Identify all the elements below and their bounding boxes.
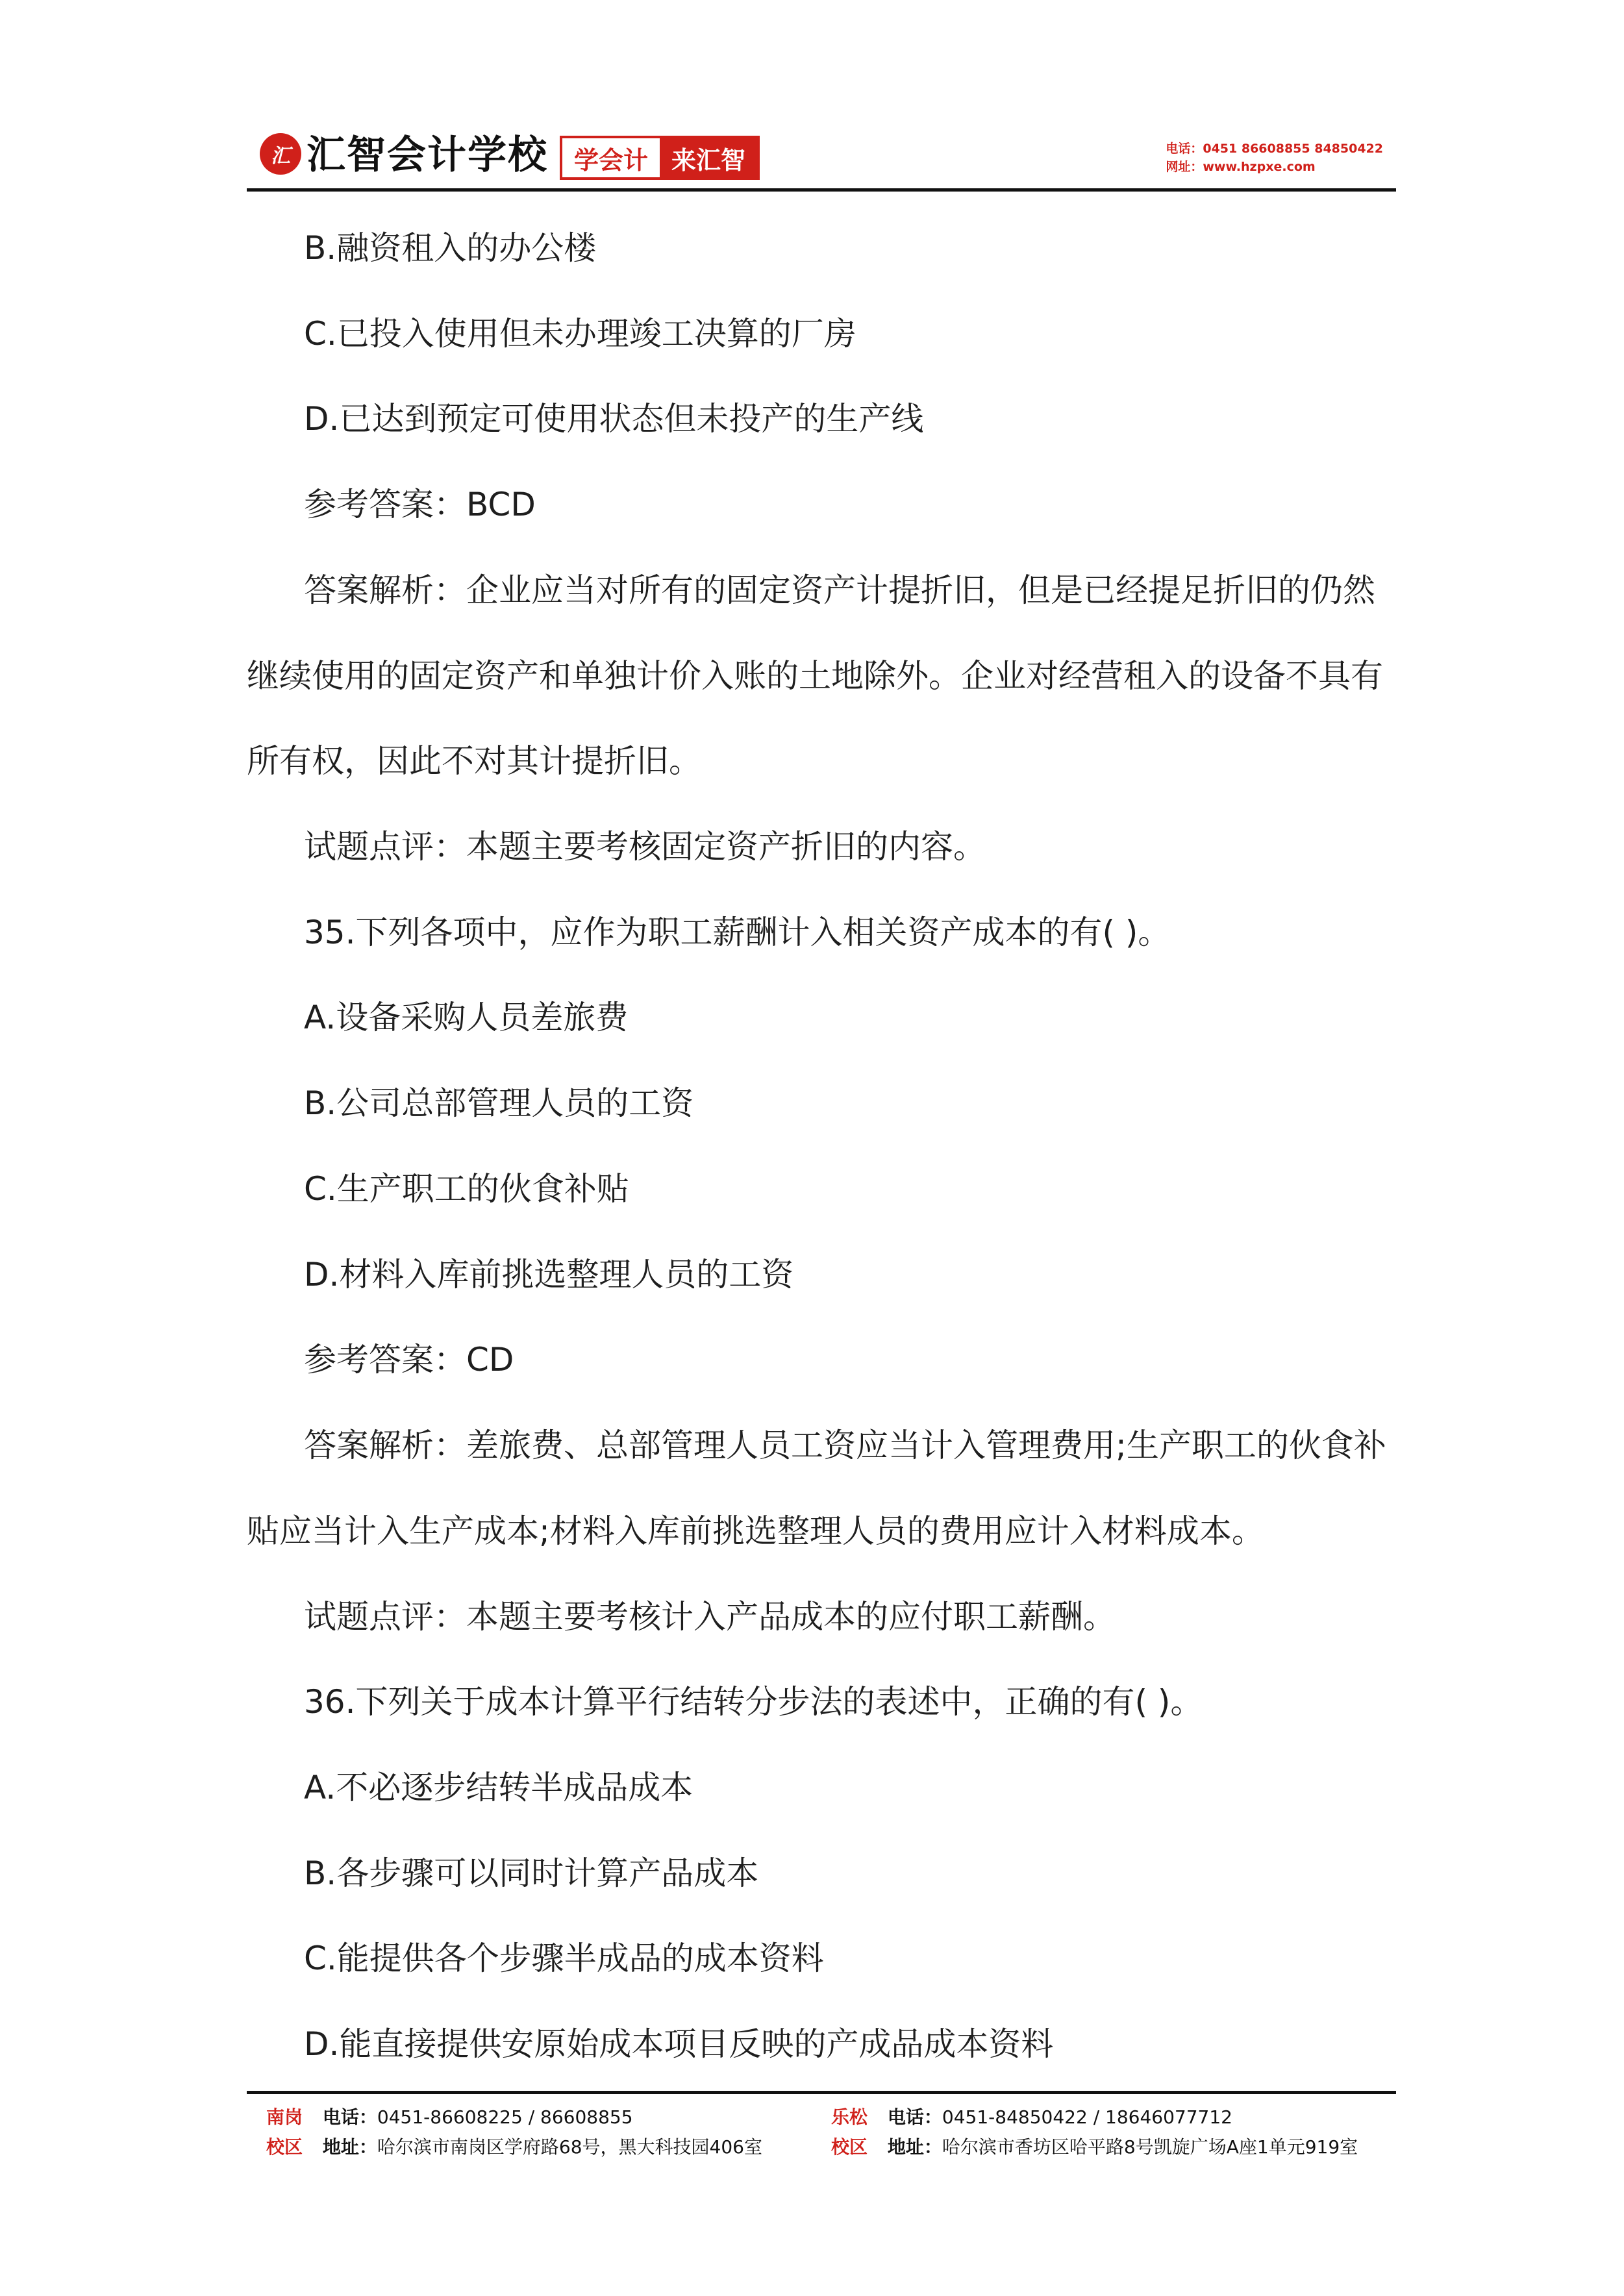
address-label: 地址： <box>322 2136 377 2158</box>
text-line: C.已投入使用但未办理竣工决算的厂房 <box>304 315 856 353</box>
address-value: 哈尔滨市南岗区学府路68号，黑大科技园406室 <box>377 2136 762 2158</box>
phone-label: 电话： <box>887 2106 942 2128</box>
text-line: C.能提供各个步骤半成品的成本资料 <box>304 1940 824 1977</box>
slogan-badge <box>560 136 760 180</box>
text-line: 36.下列关于成本计算平行结转分步法的表述中，正确的有( )。 <box>304 1683 1203 1721</box>
text-line: 继续使用的固定资产和单独计价入账的土地除外。企业对经营租入的设备不具有 <box>247 657 1383 695</box>
text-line: 贴应当计入生产成本;材料入库前挑选整理人员的费用应计入材料成本。 <box>247 1512 1264 1550</box>
text-line: D.能直接提供安原始成本项目反映的产成品成本资料 <box>304 2025 1054 2063</box>
text-line: C.生产职工的伙食补贴 <box>304 1170 629 1208</box>
footer-divider <box>247 2091 1396 2094</box>
footer-campus-lesong <box>831 2103 1358 2162</box>
text-line: 试题点评：本题主要考核固定资产折旧的内容。 <box>304 828 986 866</box>
header-divider <box>247 188 1396 192</box>
header-contact <box>1166 140 1383 176</box>
text-line: A.不必逐步结转半成品成本 <box>304 1769 693 1806</box>
school-name: 汇智会计学校 <box>306 132 548 178</box>
campus-suffix: 校区 <box>266 2136 303 2158</box>
text-line: D.已达到预定可使用状态但未投产的生产线 <box>304 400 924 438</box>
text-line: 参考答案：BCD <box>304 486 536 523</box>
header-phone: 电话：0451 86608855 84850422 <box>1166 142 1383 156</box>
text-line: A.设备采购人员差旅费 <box>304 999 629 1036</box>
text-line: 试题点评：本题主要考核计入产品成本的应付职工薪酬。 <box>304 1598 1116 1636</box>
footer-campus-nangang <box>266 2103 762 2162</box>
text-line: B.融资租入的办公楼 <box>304 229 597 267</box>
text-line: 答案解析：企业应当对所有的固定资产计提折旧，但是已经提足折旧的仍然 <box>304 571 1375 609</box>
phone-value: 0451-84850422 / 18646077712 <box>942 2106 1232 2128</box>
address-value: 哈尔滨市香坊区哈平路8号凯旋广场A座1单元919室 <box>942 2136 1358 2158</box>
page-footer <box>247 2103 1396 2167</box>
text-line: B.公司总部管理人员的工资 <box>304 1084 694 1122</box>
text-line: 所有权，因此不对其计提折旧。 <box>247 742 701 780</box>
school-logo-icon: 汇 <box>260 133 301 175</box>
slogan-right: 来汇智 <box>660 138 757 177</box>
page-header <box>247 127 1396 195</box>
slogan-left: 学会计 <box>562 138 660 177</box>
phone-value: 0451-86608225 / 86608855 <box>377 2106 633 2128</box>
phone-label: 电话： <box>322 2106 377 2128</box>
text-line: 35.下列各项中，应作为职工薪酬计入相关资产成本的有( )。 <box>304 914 1171 951</box>
address-label: 地址： <box>887 2136 942 2158</box>
campus-name: 南岗 <box>266 2106 303 2128</box>
text-line: D.材料入库前挑选整理人员的工资 <box>304 1256 794 1293</box>
campus-name: 乐松 <box>831 2106 868 2128</box>
text-line: B.各步骤可以同时计算产品成本 <box>304 1854 759 1892</box>
text-line: 参考答案：CD <box>304 1341 514 1379</box>
text-line: 答案解析：差旅费、总部管理人员工资应当计入管理费用;生产职工的伙食补 <box>304 1427 1386 1464</box>
header-website: 网址：www.hzpxe.com <box>1166 160 1316 174</box>
campus-suffix: 校区 <box>831 2136 868 2158</box>
